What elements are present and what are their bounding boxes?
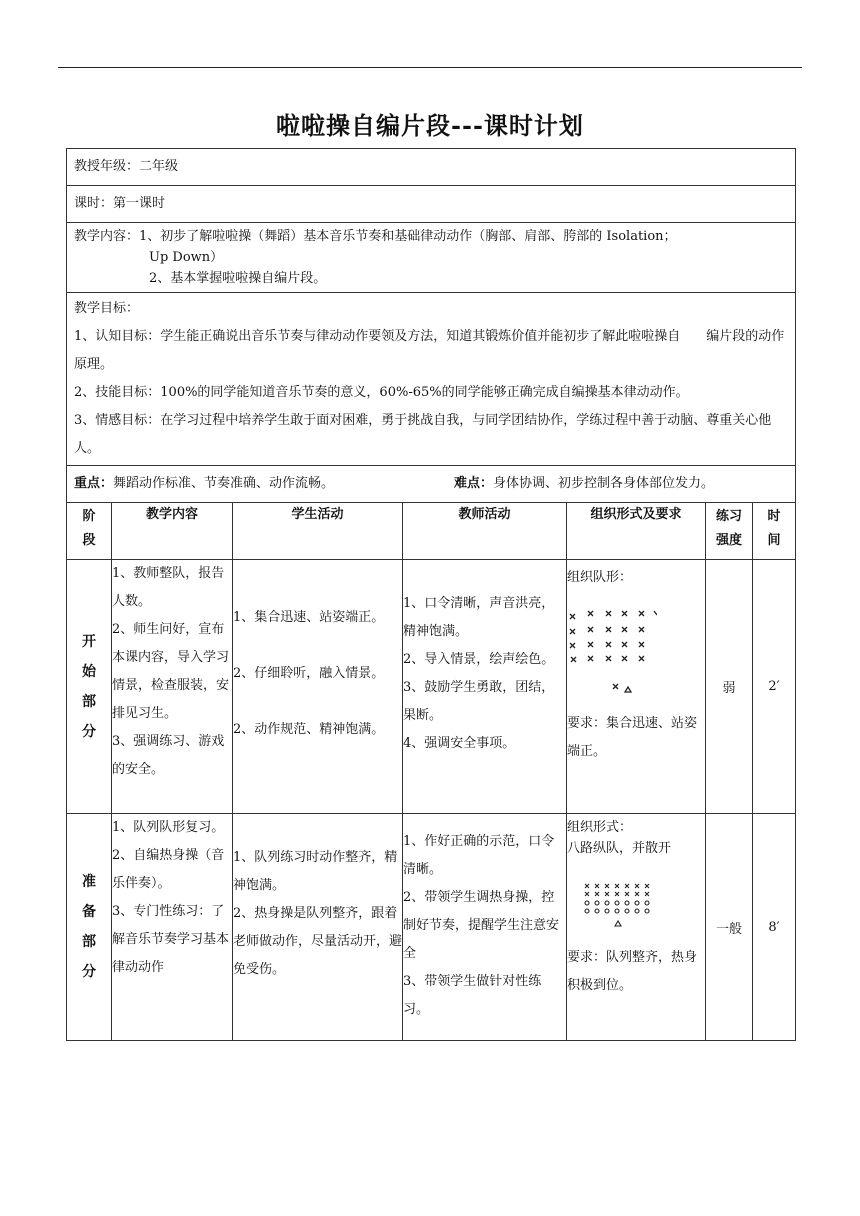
header-student: 学生活动 xyxy=(291,507,344,522)
header-organization: 组织形式及要求 xyxy=(590,507,682,522)
difficulty-label: 难点： xyxy=(454,476,494,491)
header-content: 教学内容 xyxy=(145,507,198,522)
teacher-item: 1、作好正确的示范，口令清晰。 xyxy=(403,834,555,877)
time-value: 2′ xyxy=(768,679,780,694)
header-phase: 阶段 xyxy=(82,509,96,548)
difficulty-text: 身体协调、初步控制各身体部位发力。 xyxy=(493,476,715,491)
header-teacher: 教师活动 xyxy=(458,507,511,522)
content-line-1: 教学内容：1、初步了解啦啦操（舞蹈）基本音乐节奏和基础律动动作（胸部、肩部、胯部的 Isolation； xyxy=(74,229,677,244)
teacher-item: 3、带领学生做针对性练习。 xyxy=(403,974,542,1017)
teacher-item: 3、鼓励学生勇敢，团结，果断。 xyxy=(403,680,555,723)
teacher-triangle xyxy=(625,687,631,692)
organization-heading: 组织形式： xyxy=(567,820,633,835)
student-item: 2、动作规范、精神饱满。 xyxy=(233,722,385,737)
table-row xyxy=(67,560,796,814)
phase-label: 开始部分 xyxy=(82,633,96,740)
student-item: 2、热身操是队列整齐，跟着老师做动作，尽量活动开，避免受伤。 xyxy=(233,906,403,977)
organization-heading: 组织队形： xyxy=(567,570,633,585)
intensity-value: 一般 xyxy=(715,921,742,937)
teacher-item: 4、强调安全事项。 xyxy=(403,736,516,751)
column-header-row xyxy=(67,503,796,560)
content-line-1b: Up Down） xyxy=(149,250,224,265)
content-item: 2、师生问好，宣布本课内容，导入学习情景，检查服装，安排见习生。 xyxy=(112,622,230,721)
formation-diagram xyxy=(567,864,657,944)
header-intensity: 练习强度 xyxy=(715,509,742,548)
content-item: 2、自编热身操（音乐伴奏）。 xyxy=(112,848,225,891)
teacher-item: 2、带领学生调热身操，控制好节奏，提醒学生注意安全 xyxy=(403,890,560,961)
content-row xyxy=(67,223,796,293)
lesson-row xyxy=(67,186,796,223)
student-item: 1、集合迅速、站姿端正。 xyxy=(233,610,385,625)
header-rule xyxy=(58,67,802,68)
organization-requirement: 要求：队列整齐，热身积极到位。 xyxy=(567,950,698,993)
key-points-row xyxy=(67,466,796,503)
lesson-text: 课时：第一课时 xyxy=(74,196,166,211)
objectives-row xyxy=(67,293,796,466)
objective-item: 1、认知目标：学生能正确说出音乐节奏与律动动作要领及方法，知道其锻炼价值并能初步了解此啦啦操自 编片段的动作原理。 xyxy=(74,329,785,372)
intensity-value: 弱 xyxy=(722,681,736,696)
teacher-triangle xyxy=(615,921,621,926)
key-text: 舞蹈动作标准、节奏准确、动作流畅。 xyxy=(113,476,335,491)
student-marks xyxy=(585,884,649,913)
key-label: 重点： xyxy=(74,476,114,491)
table-row xyxy=(67,814,796,1041)
grade-row xyxy=(67,149,796,186)
student-marks xyxy=(570,611,657,689)
formation-diagram xyxy=(567,596,657,706)
organization-requirement: 要求：集合迅速、站姿端正。 xyxy=(567,716,698,759)
content-item: 3、强调练习、游戏的安全。 xyxy=(112,734,225,777)
student-item: 1、队列练习时动作整齐，精神饱满。 xyxy=(233,850,398,893)
grade-text: 教授年级：二年级 xyxy=(74,159,179,174)
objective-item: 3、情感目标：在学习过程中培养学生敢于面对困难，勇于挑战自我，与同学团结协作，学练过程中善于动脑、尊重关心他人。 xyxy=(74,413,772,456)
student-item: 2、仔细聆听，融入情景。 xyxy=(233,666,385,681)
content-line-2: 2、基本掌握啦啦操自编片段。 xyxy=(149,271,327,286)
teacher-item: 2、导入情景，绘声绘色。 xyxy=(403,652,555,667)
objective-item: 2、技能目标：100%的同学能知道音乐节奏的意义，60%-65%的同学能够正确完成自编操基本律动动作。 xyxy=(74,385,689,400)
objectives-heading: 教学目标： xyxy=(74,301,140,316)
content-item: 1、队列队形复习。 xyxy=(112,820,225,835)
content-item: 3、专门性练习：了解音乐节奏学习基本律动动作 xyxy=(112,904,230,975)
organization-subtitle: 八路纵队，并散开 xyxy=(567,841,672,856)
lesson-plan-table xyxy=(66,148,796,1041)
phase-label: 准备部分 xyxy=(82,874,96,980)
teacher-item: 1、口令清晰，声音洪亮，精神饱满。 xyxy=(403,596,555,639)
time-value: 8′ xyxy=(768,919,780,935)
content-item: 1、教师整队，报告人数。 xyxy=(112,566,225,609)
document-title: 啦啦操自编片段---课时计划 xyxy=(276,111,584,140)
header-time: 时间 xyxy=(767,509,781,548)
